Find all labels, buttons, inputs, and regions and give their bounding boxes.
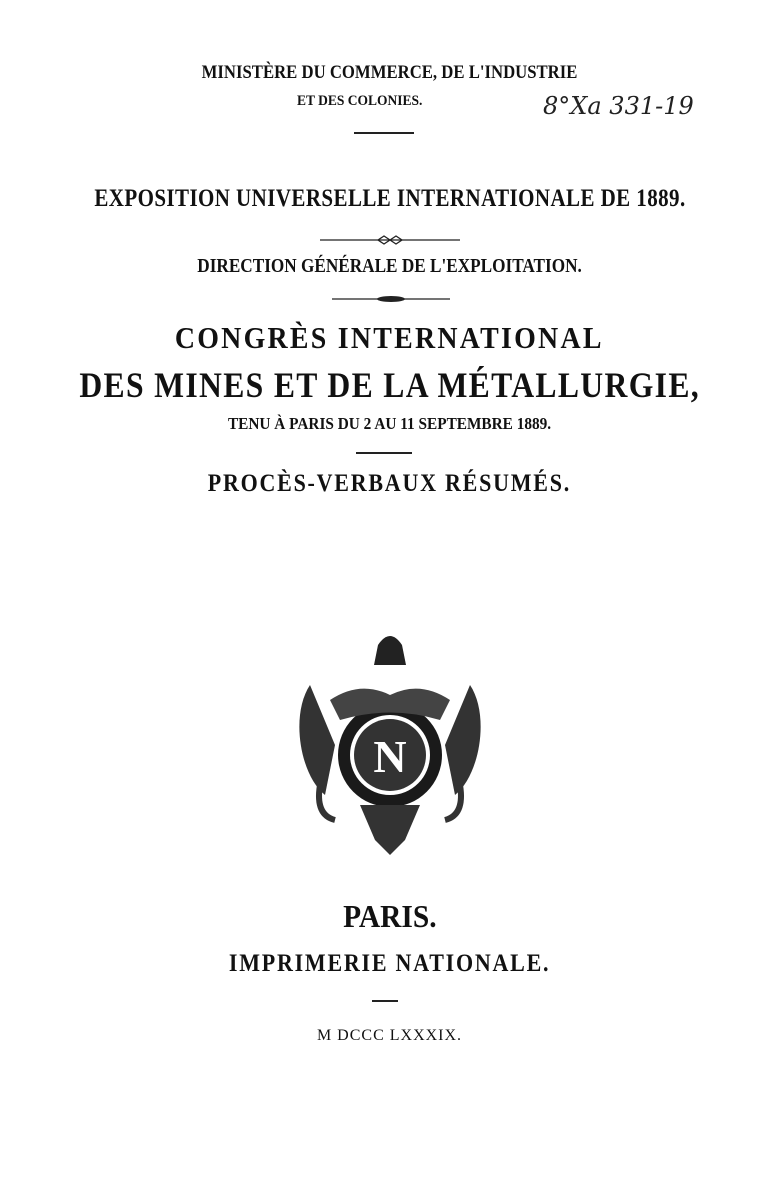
divider xyxy=(372,1000,398,1002)
imperial-emblem xyxy=(290,625,490,865)
subtitle: PROCÈS-VERBAUX RÉSUMÉS. xyxy=(207,470,572,497)
divider xyxy=(356,452,412,454)
direction-heading: DIRECTION GÉNÉRALE DE L'EXPLOITATION. xyxy=(197,255,582,277)
handwritten-shelf-mark: 8°Xa 331-19 xyxy=(543,92,694,120)
congress-dates: TENU À PARIS DU 2 AU 11 SEPTEMBRE 1889. xyxy=(227,414,552,433)
ministry-line-1: MINISTÈRE DU COMMERCE, DE L'INDUSTRIE xyxy=(201,62,578,83)
congress-title-line-2: DES MINES ET DE LA MÉTALLURGIE, xyxy=(79,365,700,405)
imprint-city: PARIS. xyxy=(342,898,437,934)
imprint-year: M DCCC LXXXIX. xyxy=(316,1027,463,1044)
emblem-monogram: N xyxy=(373,731,407,782)
divider xyxy=(354,132,414,134)
ornament-divider xyxy=(332,294,450,304)
imprint-printer: IMPRIMERIE NATIONALE. xyxy=(228,950,551,977)
ornament-divider xyxy=(320,234,460,246)
exposition-heading: EXPOSITION UNIVERSELLE INTERNATIONALE DE 1889. xyxy=(93,185,686,212)
ministry-line-2: ET DES COLONIES. xyxy=(296,93,423,109)
congress-title-line-1: CONGRÈS INTERNATIONAL xyxy=(175,320,604,355)
